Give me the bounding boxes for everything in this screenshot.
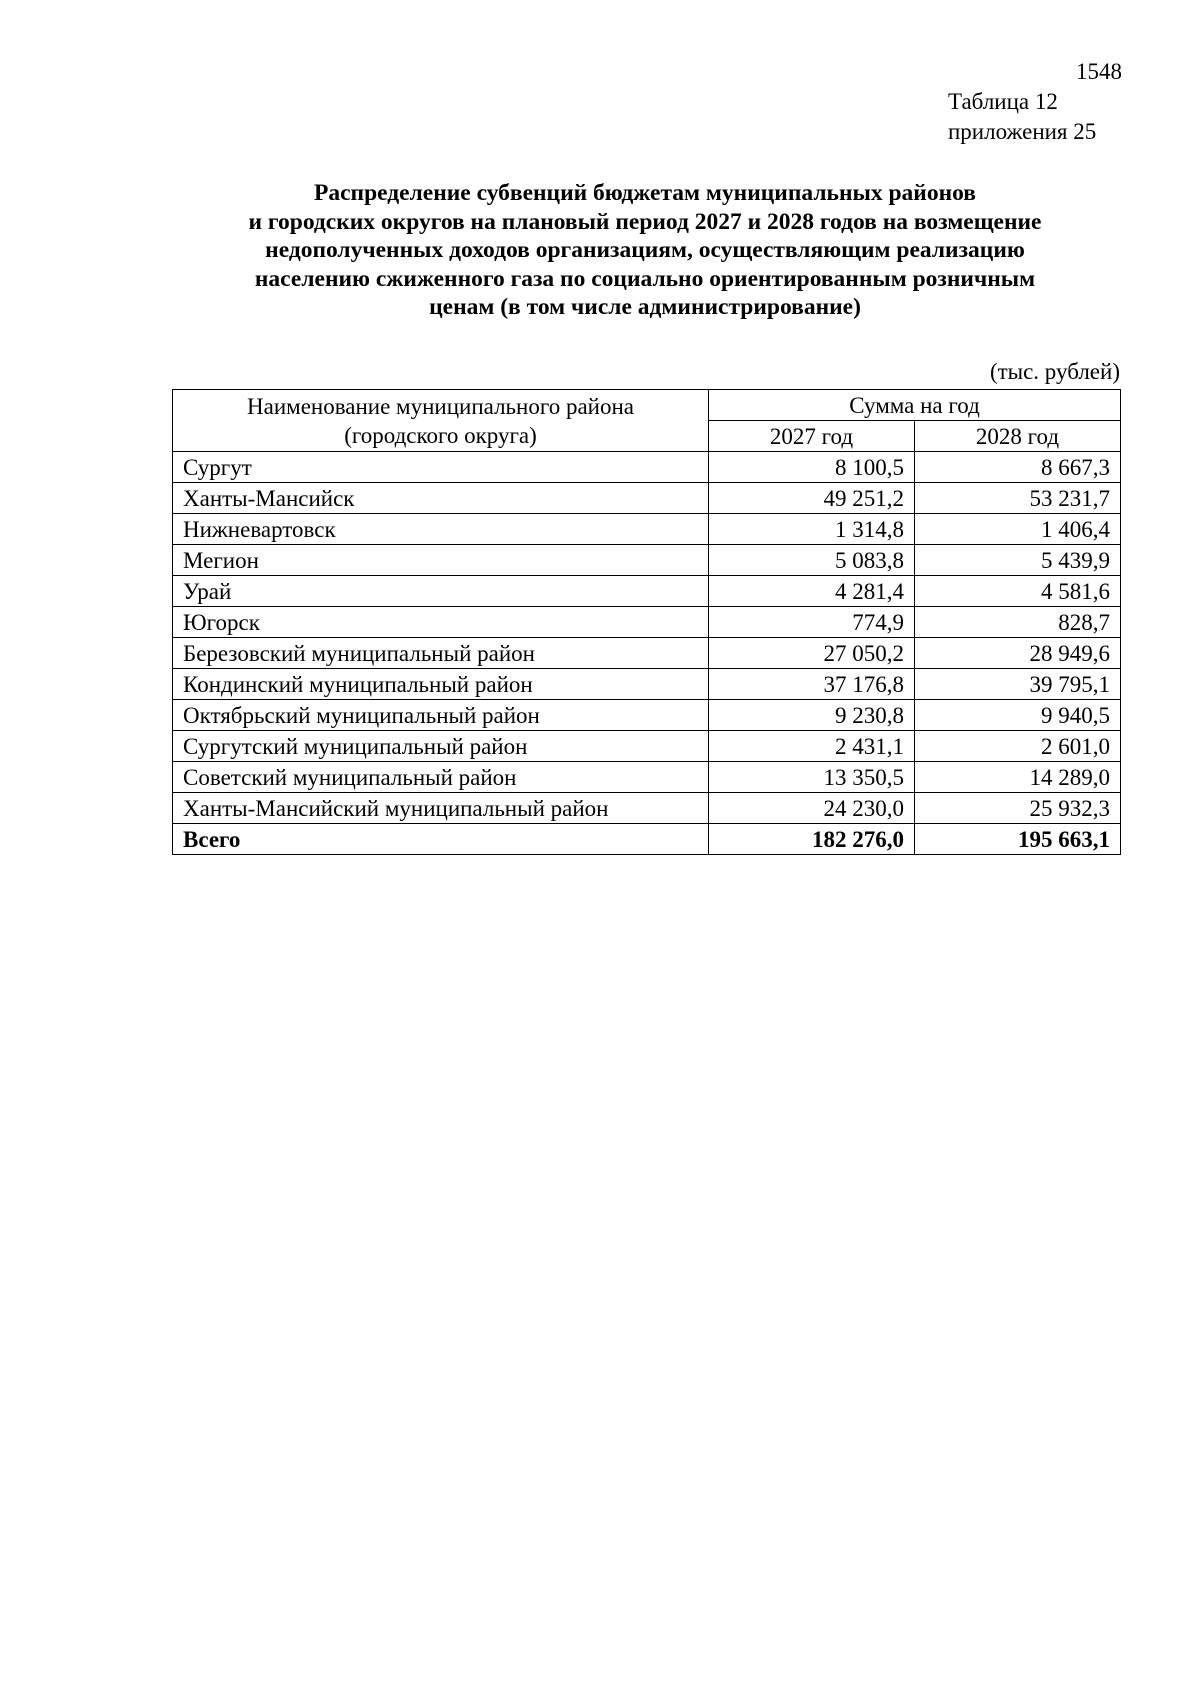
cell-amount-2027: 774,9 (709, 607, 915, 638)
cell-amount-2027: 37 176,8 (709, 669, 915, 700)
cell-amount-2027: 2 431,1 (709, 731, 915, 762)
table-row (173, 545, 1121, 576)
document-title-line: ценам (в том числе администрирование) (429, 294, 861, 320)
cell-amount-2028: 25 932,3 (915, 793, 1121, 824)
cell-amount-2027: 27 050,2 (709, 638, 915, 669)
cell-municipality-name: Мегион (173, 545, 709, 576)
cell-municipality-name: Ханты-Мансийск (173, 483, 709, 514)
table-reference-line: приложения 25 (948, 119, 1097, 144)
cell-amount-2028: 39 795,1 (915, 669, 1121, 700)
document-title-line: недополученных доходов организациям, осуществляющим реализацию (265, 237, 1025, 263)
cell-amount-2028: 1 406,4 (915, 514, 1121, 545)
table-total-row (173, 824, 1121, 855)
cell-amount-2027: 182 276,0 (709, 824, 915, 855)
cell-amount-2027: 1 314,8 (709, 514, 915, 545)
header-municipality (173, 390, 709, 452)
table-row (173, 607, 1121, 638)
cell-amount-2027: 4 281,4 (709, 576, 915, 607)
cell-amount-2028: 828,7 (915, 607, 1121, 638)
document-title-line: и городских округов на плановый период 2027 и 2028 годов на возмещение (248, 208, 1042, 235)
cell-amount-2028: 9 940,5 (915, 700, 1121, 731)
table-row (173, 762, 1121, 793)
cell-municipality-name: Сургутский муниципальный район (173, 731, 709, 762)
cell-amount-2028: 14 289,0 (915, 762, 1121, 793)
cell-municipality-name: Нижневартовск (173, 514, 709, 545)
cell-amount-2027: 9 230,8 (709, 700, 915, 731)
cell-municipality-name: Урай (173, 576, 709, 607)
cell-amount-2027: 13 350,5 (709, 762, 915, 793)
table-row (173, 576, 1121, 607)
table-row (173, 483, 1121, 514)
document-title-line: населению сжиженного газа по социально ориентированным розничным (254, 265, 1036, 292)
header-year-2027: 2027 год (709, 421, 915, 452)
table-reference (948, 87, 1096, 147)
cell-amount-2028: 53 231,7 (915, 483, 1121, 514)
cell-municipality-name: Советский муниципальный район (173, 762, 709, 793)
cell-amount-2027: 24 230,0 (709, 793, 915, 824)
cell-municipality-name: Югорск (173, 607, 709, 638)
header-municipality-line: (городского округа) (344, 422, 537, 448)
cell-municipality-name: Сургут (173, 452, 709, 483)
table-reference-line: Таблица 12 (948, 89, 1058, 114)
document-title (120, 179, 1170, 322)
cell-municipality-name: Всего (173, 824, 709, 855)
cell-amount-2028: 5 439,9 (915, 545, 1121, 576)
cell-amount-2028: 195 663,1 (915, 824, 1121, 855)
header-year-2028: 2028 год (915, 421, 1121, 452)
document-title-line: Распределение субвенций бюджетам муниципальных районов (314, 180, 976, 206)
cell-amount-2027: 8 100,5 (709, 452, 915, 483)
header-municipality-line: Наименование муниципального района (247, 393, 634, 419)
cell-amount-2028: 2 601,0 (915, 731, 1121, 762)
table-row (173, 638, 1121, 669)
cell-municipality-name: Кондинский муниципальный район (173, 669, 709, 700)
table-header-row (173, 390, 1121, 421)
table-row (173, 669, 1121, 700)
cell-amount-2028: 8 667,3 (915, 452, 1121, 483)
cell-amount-2028: 4 581,6 (915, 576, 1121, 607)
table-row (173, 452, 1121, 483)
table-row (173, 514, 1121, 545)
table-body (173, 452, 1121, 855)
cell-amount-2027: 5 083,8 (709, 545, 915, 576)
cell-municipality-name: Октябрьский муниципальный район (173, 700, 709, 731)
cell-amount-2027: 49 251,2 (709, 483, 915, 514)
table-row (173, 731, 1121, 762)
cell-amount-2028: 28 949,6 (915, 638, 1121, 669)
units-note: (тыс. рублей) (989, 359, 1120, 384)
subvention-table (172, 389, 1121, 855)
header-annual-sum: Сумма на год (709, 390, 1121, 421)
cell-municipality-name: Ханты-Мансийский муниципальный район (173, 793, 709, 824)
table-row (173, 793, 1121, 824)
page-number: 1548 (1076, 59, 1122, 84)
cell-municipality-name: Березовский муниципальный район (173, 638, 709, 669)
table-row (173, 700, 1121, 731)
